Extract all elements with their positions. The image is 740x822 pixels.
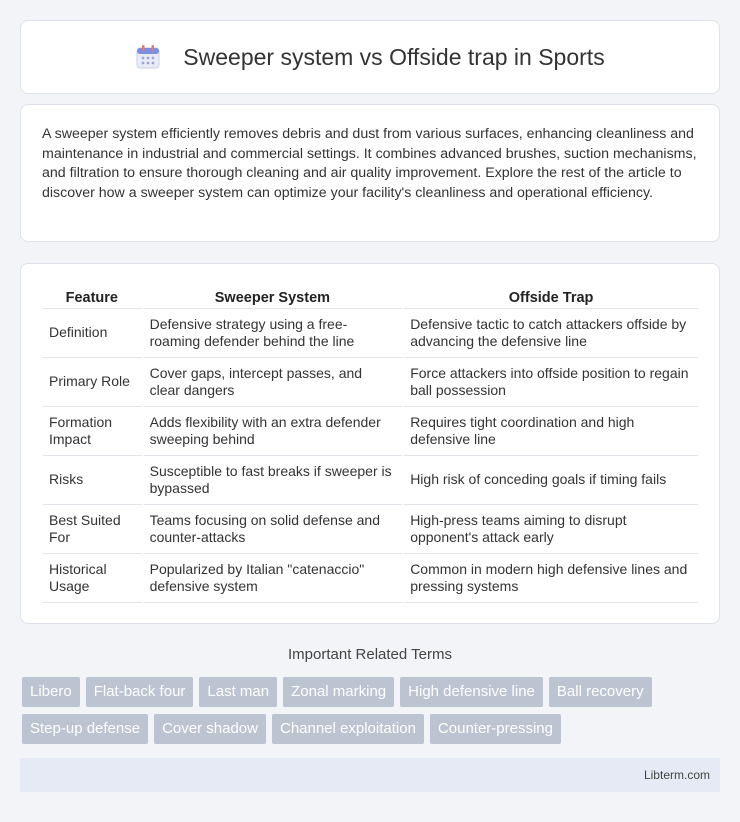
term-tag[interactable]: Zonal marking	[283, 677, 394, 707]
term-tag[interactable]: Step-up defense	[22, 714, 148, 744]
term-tag[interactable]: Libero	[22, 677, 80, 707]
footer-brand-link[interactable]: Libterm.com	[643, 768, 710, 782]
cell-offside: High risk of conceding goals if timing fails	[404, 456, 698, 505]
term-tag[interactable]: Channel exploitation	[272, 714, 424, 744]
table-row	[43, 554, 698, 603]
comparison-table	[43, 285, 698, 603]
cell-feature: Definition	[43, 309, 144, 358]
related-terms-list	[22, 677, 722, 744]
cell-feature: Risks	[43, 456, 144, 505]
table-row	[43, 456, 698, 505]
cell-sweeper: Teams focusing on solid defense and counter-attacks	[144, 505, 405, 554]
intro-paragraph: A sweeper system efficiently removes debris and dust from various surfaces, enhancing cleanliness and maintenance in industrial and commercial settings. It combines advanced brushes, suction mechanisms, and filtration to ensure thorough cleaning and air quality improvement. Explore the rest of the article to discover how a sweeper system can optimize your facility's cleanliness and operational efficiency.	[42, 126, 697, 201]
table-header-row	[43, 285, 698, 309]
header-card	[20, 20, 720, 94]
footer	[20, 758, 720, 792]
term-tag[interactable]: High defensive line	[400, 677, 543, 707]
intro-card	[20, 104, 720, 242]
cell-feature: Formation Impact	[43, 407, 144, 456]
comparison-card	[20, 263, 720, 624]
cell-offside: High-press teams aiming to disrupt opponent's attack early	[404, 505, 698, 554]
term-tag[interactable]: Ball recovery	[549, 677, 652, 707]
page-title: Sweeper system vs Offside trap in Sports	[183, 43, 605, 70]
calendar-icon	[135, 44, 161, 70]
term-tag[interactable]: Cover shadow	[154, 714, 266, 744]
term-tag[interactable]: Last man	[199, 677, 277, 707]
term-tag[interactable]: Flat-back four	[86, 677, 194, 707]
table-row	[43, 505, 698, 554]
table-row	[43, 407, 698, 456]
table-row	[43, 358, 698, 407]
cell-feature: Best Suited For	[43, 505, 144, 554]
related-terms-title: Important Related Terms	[288, 646, 452, 663]
header-offside: Offside Trap	[404, 285, 698, 309]
cell-sweeper: Cover gaps, intercept passes, and clear dangers	[144, 358, 405, 407]
cell-offside: Requires tight coordination and high defensive line	[404, 407, 698, 456]
cell-offside: Defensive tactic to catch attackers offside by advancing the defensive line	[404, 309, 698, 358]
cell-sweeper: Adds flexibility with an extra defender sweeping behind	[144, 407, 405, 456]
header-sweeper: Sweeper System	[144, 285, 405, 309]
cell-sweeper: Susceptible to fast breaks if sweeper is bypassed	[144, 456, 405, 505]
cell-sweeper: Popularized by Italian "catenaccio" defensive system	[144, 554, 405, 603]
header-feature: Feature	[43, 285, 144, 309]
cell-feature: Primary Role	[43, 358, 144, 407]
cell-offside: Force attackers into offside position to regain ball possession	[404, 358, 698, 407]
cell-feature: Historical Usage	[43, 554, 144, 603]
cell-offside: Common in modern high defensive lines and pressing systems	[404, 554, 698, 603]
term-tag[interactable]: Counter-pressing	[430, 714, 561, 744]
table-row	[43, 309, 698, 358]
cell-sweeper: Defensive strategy using a free-roaming defender behind the line	[144, 309, 405, 358]
title-wrap	[135, 44, 604, 71]
